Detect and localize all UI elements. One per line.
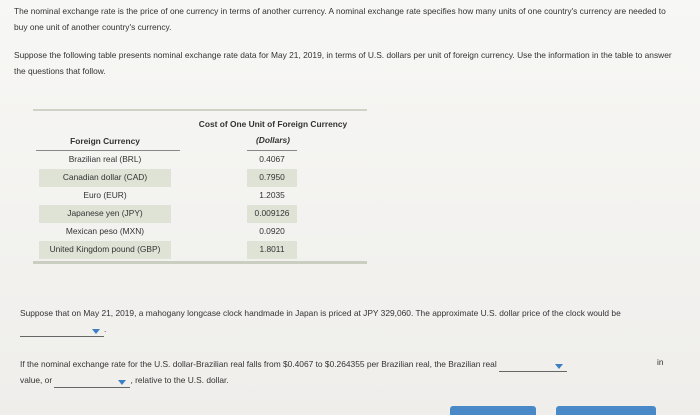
currency-cell: Euro (EUR) [83,190,127,200]
question-1-text: Suppose that on May 21, 2019, a mahogany longcase clock handmade in Japan is priced at JPY 329,060. The approximate U.S. dollar price of the clock would be [20,308,621,318]
question-1-period: . [104,324,107,334]
action-button[interactable] [450,406,536,415]
question-1 [20,305,660,337]
intro-paragraph-1: The nominal exchange rate is the price of one currency in terms of another currency. A nominal exchange rate specifies how many units of one country's currency are needed to buy one unit of another country's currency. [14,6,666,32]
currency-cell: Brazilian real (BRL) [68,154,142,164]
table-row [33,223,367,241]
column-header-currency: Foreign Currency [70,136,140,146]
question-2-tail: , relative to the U.S. dollar. [130,375,229,385]
table-row [33,241,367,259]
currency-cell: Canadian dollar (CAD) [62,172,148,182]
rate-cell: 1.2035 [259,190,285,200]
table-row [33,187,367,205]
value-change-dropdown[interactable] [499,361,567,372]
table-bottom-rule [33,261,367,264]
intro-paragraph-2: Suppose the following table presents nominal exchange rate data for May 21, 2019, in terms of U.S. dollars per unit of foreign currency. Use the information in the table to answer the questions that follow. [14,50,672,76]
column-header-unit: (Dollars) [256,135,290,145]
appreciation-dropdown[interactable] [54,377,130,388]
currency-cell: Japanese yen (JPY) [67,208,143,218]
table-row [33,151,367,169]
rate-cell: 1.8011 [259,244,285,254]
chevron-down-icon [92,329,100,334]
chevron-down-icon [555,364,563,369]
question-2-value-word: value, or [20,375,53,385]
rate-cell: 0.0920 [259,226,285,236]
currency-cell: Mexican peso (MXN) [65,226,145,236]
question-2 [20,356,660,388]
table-row [33,205,367,223]
table-top-rule [33,109,367,111]
currency-cell: United Kingdom pound (GBP) [49,244,161,254]
rate-cell: 0.7950 [259,172,285,182]
rate-cell: 0.4067 [259,154,285,164]
question-2-text: If the nominal exchange rate for the U.S. dollar-Brazilian real falls from $0.4067 to $0.264355 per Brazilian real, the Brazilian real [20,359,497,369]
clock-price-dropdown[interactable] [20,324,107,337]
rate-cell: 0.009126 [254,208,290,218]
column-header-cost: Cost of One Unit of Foreign Currency [198,119,348,129]
question-2-in-word: in [657,357,664,367]
action-button[interactable] [556,406,656,415]
table-row [33,169,367,187]
chevron-down-icon [118,380,126,385]
